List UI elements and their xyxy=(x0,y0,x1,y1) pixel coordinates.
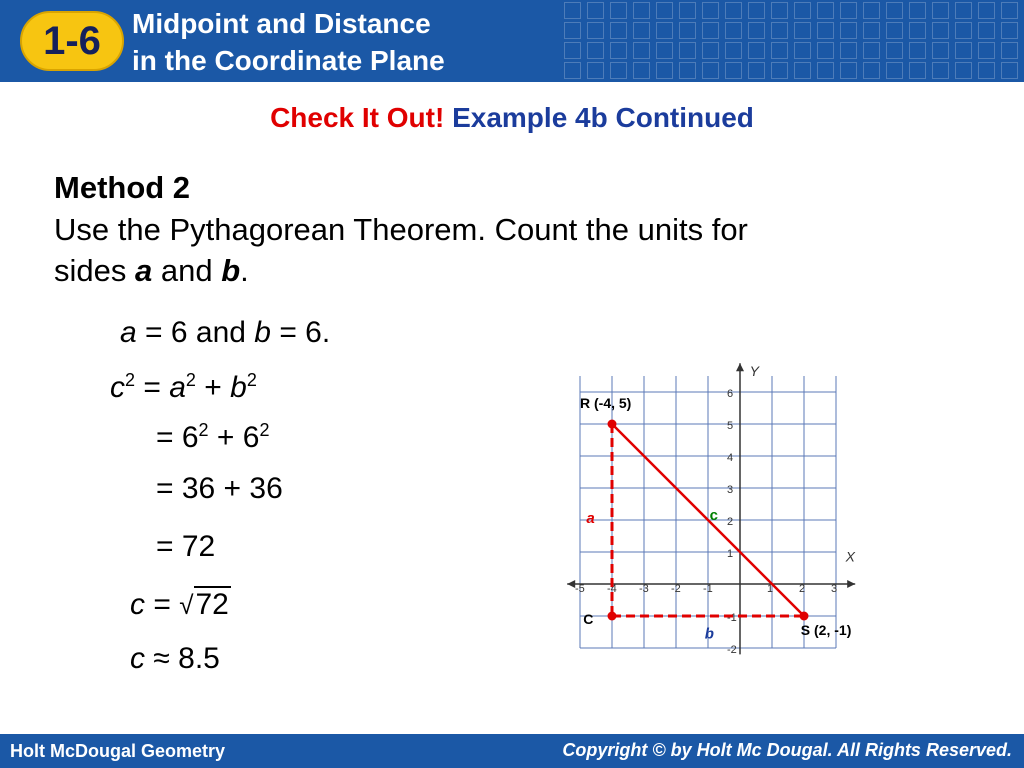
point-S xyxy=(800,612,809,621)
header-grid-square xyxy=(748,22,765,39)
equation-step-2 xyxy=(156,420,269,455)
point-C xyxy=(608,612,617,621)
step6-c: c xyxy=(130,642,145,675)
header-grid-square xyxy=(955,22,972,39)
eq-b: b xyxy=(230,371,247,404)
sqrt-symbol: √ xyxy=(179,590,194,620)
step5-c: c xyxy=(130,588,145,621)
side-b-label: b xyxy=(704,625,714,643)
header-grid-square xyxy=(610,22,627,39)
x-tick-label: -4 xyxy=(607,583,617,595)
header-bar xyxy=(0,0,1024,82)
x-tick-label: -5 xyxy=(575,583,585,595)
header-grid-square xyxy=(564,2,581,19)
eq-a-exp: 2 xyxy=(185,370,196,390)
pythagorean-equation xyxy=(110,370,257,405)
step2-a-exp: 2 xyxy=(198,420,209,440)
header-grid-square xyxy=(840,62,857,79)
header-grid-square xyxy=(679,22,696,39)
instruction-line-1: Use the Pythagorean Theorem. Count the units for xyxy=(54,212,748,247)
given-b: b xyxy=(254,316,271,349)
eq-plus: + xyxy=(195,371,231,404)
step2-b-exp: 2 xyxy=(259,420,270,440)
header-grid-square xyxy=(610,62,627,79)
step6-approx: ≈ xyxy=(153,642,170,675)
header-grid-square xyxy=(932,42,949,59)
header-grid-square xyxy=(725,22,742,39)
header-grid-square xyxy=(817,2,834,19)
header-grid-square xyxy=(978,62,995,79)
coordinate-graph xyxy=(560,360,870,660)
footer-publisher: Holt McDougal Geometry xyxy=(10,741,226,761)
instruction-line-2 xyxy=(54,253,249,289)
y-tick-label: 3 xyxy=(727,484,734,496)
check-it-out-label: Check It Out! xyxy=(270,102,445,133)
step6-value: 8.5 xyxy=(178,642,220,675)
point-C-label: C xyxy=(583,611,594,627)
header-grid-square xyxy=(909,2,926,19)
header-grid-square xyxy=(702,62,719,79)
x-axis-arrow xyxy=(847,580,855,588)
header-grid-square xyxy=(564,22,581,39)
x-tick-label: 3 xyxy=(831,583,838,595)
header-grid-square xyxy=(633,22,650,39)
header-grid-square xyxy=(633,42,650,59)
header-grid-square xyxy=(955,2,972,19)
header-grid-square xyxy=(564,42,581,59)
side-c-label: c xyxy=(709,507,718,524)
header-grid-pattern xyxy=(560,0,1024,82)
given-values xyxy=(120,316,330,350)
header-grid-square xyxy=(909,62,926,79)
header-grid-square xyxy=(840,2,857,19)
header-grid-square xyxy=(978,2,995,19)
header-grid-square xyxy=(702,22,719,39)
header-grid-square xyxy=(886,22,903,39)
x-tick-label: -3 xyxy=(639,583,649,595)
header-grid-square xyxy=(771,22,788,39)
side-b-var: b xyxy=(221,253,241,288)
header-grid-square xyxy=(955,42,972,59)
header-grid-square xyxy=(748,2,765,19)
slide-subtitle xyxy=(0,102,1024,134)
header-grid-square xyxy=(863,2,880,19)
header-grid-square xyxy=(863,62,880,79)
given-end: = 6. xyxy=(270,316,331,349)
step2-b: + 6 xyxy=(208,421,260,454)
y-tick-label: -2 xyxy=(727,644,737,656)
title-line-1: Midpoint and Distance xyxy=(132,8,431,39)
header-grid-square xyxy=(633,62,650,79)
header-grid-square xyxy=(978,42,995,59)
header-grid-square xyxy=(886,2,903,19)
y-tick-label: -1 xyxy=(727,612,737,624)
header-grid-square xyxy=(863,42,880,59)
given-mid: = 6 and xyxy=(136,316,255,349)
step5-radicand: 72 xyxy=(195,588,229,621)
y-tick-label: 4 xyxy=(727,452,734,464)
equation-step-3: = 36 + 36 xyxy=(156,472,283,505)
header-grid-square xyxy=(587,42,604,59)
eq-c-exp: 2 xyxy=(125,370,136,390)
point-R xyxy=(608,420,617,429)
header-grid-square xyxy=(932,22,949,39)
method-heading: Method 2 xyxy=(54,170,191,205)
header-grid-square xyxy=(725,42,742,59)
header-grid-square xyxy=(587,2,604,19)
header-grid-square xyxy=(794,22,811,39)
header-grid-square xyxy=(771,42,788,59)
y-axis-arrow xyxy=(736,363,744,371)
header-grid-square xyxy=(771,62,788,79)
header-grid-square xyxy=(1001,62,1018,79)
header-grid-square xyxy=(725,62,742,79)
eq-a: a xyxy=(169,371,186,404)
x-tick-label: 1 xyxy=(767,583,774,595)
given-a: a xyxy=(120,316,137,349)
header-grid-square xyxy=(679,2,696,19)
header-grid-square xyxy=(702,2,719,19)
lesson-title xyxy=(132,5,445,79)
header-grid-square xyxy=(1001,22,1018,39)
header-grid-square xyxy=(748,42,765,59)
lesson-badge: 1-6 xyxy=(20,11,124,71)
equation-step-4: = 72 xyxy=(156,530,216,563)
header-grid-square xyxy=(840,42,857,59)
header-grid-square xyxy=(817,42,834,59)
instruction-and: and xyxy=(152,253,222,288)
step2-a: = 6 xyxy=(156,421,199,454)
eq-equals: = xyxy=(135,371,170,404)
header-grid-square xyxy=(587,62,604,79)
header-grid-square xyxy=(656,22,673,39)
equation-step-5 xyxy=(130,588,231,622)
header-grid-square xyxy=(679,62,696,79)
header-grid-square xyxy=(587,22,604,39)
header-grid-square xyxy=(909,42,926,59)
header-grid-square xyxy=(656,2,673,19)
header-grid-square xyxy=(886,42,903,59)
x-axis-label: X xyxy=(845,548,855,565)
header-grid-square xyxy=(978,22,995,39)
header-grid-square xyxy=(932,2,949,19)
step5-equals: = xyxy=(153,588,171,621)
point-S-label: S (2, -1) xyxy=(800,622,852,639)
header-grid-square xyxy=(564,62,581,79)
side-a-label: a xyxy=(586,510,595,528)
header-grid-square xyxy=(932,62,949,79)
footer-bar xyxy=(0,734,1024,768)
header-grid-square xyxy=(794,2,811,19)
header-grid-square xyxy=(794,62,811,79)
header-grid-square xyxy=(725,2,742,19)
header-grid-square xyxy=(633,2,650,19)
y-tick-label: 1 xyxy=(727,548,734,560)
header-grid-square xyxy=(771,2,788,19)
header-grid-square xyxy=(909,22,926,39)
side-a-var: a xyxy=(134,253,153,288)
header-grid-square xyxy=(863,22,880,39)
x-tick-label: 2 xyxy=(799,583,806,595)
eq-c: c xyxy=(110,371,125,404)
instruction-sides: sides xyxy=(54,253,135,288)
y-axis-label: Y xyxy=(749,363,759,379)
header-grid-square xyxy=(656,62,673,79)
y-tick-label: 6 xyxy=(727,388,734,400)
equation-step-6 xyxy=(130,642,220,676)
y-tick-label: 5 xyxy=(727,420,734,432)
instruction-period: . xyxy=(240,253,249,288)
header-grid-square xyxy=(702,42,719,59)
x-tick-label: -2 xyxy=(671,583,681,595)
example-label: Example 4b Continued xyxy=(452,102,754,133)
header-grid-square xyxy=(1001,42,1018,59)
y-tick-label: 2 xyxy=(727,516,734,528)
footer-copyright: Copyright © by Holt Mc Dougal. All Rights Reserved. xyxy=(562,740,1012,760)
header-grid-square xyxy=(840,22,857,39)
x-tick-label: -1 xyxy=(703,583,713,595)
header-grid-square xyxy=(656,42,673,59)
header-grid-square xyxy=(886,62,903,79)
header-grid-square xyxy=(817,62,834,79)
eq-b-exp: 2 xyxy=(246,370,257,390)
header-grid-square xyxy=(679,42,696,59)
header-grid-square xyxy=(817,22,834,39)
header-grid-square xyxy=(610,42,627,59)
x-axis-arrow-left xyxy=(567,580,575,588)
point-R-label: R (-4, 5) xyxy=(580,395,632,411)
title-line-2: in the Coordinate Plane xyxy=(132,45,445,76)
header-grid-square xyxy=(748,62,765,79)
header-grid-square xyxy=(955,62,972,79)
header-grid-square xyxy=(794,42,811,59)
header-grid-square xyxy=(610,2,627,19)
header-grid-square xyxy=(1001,2,1018,19)
